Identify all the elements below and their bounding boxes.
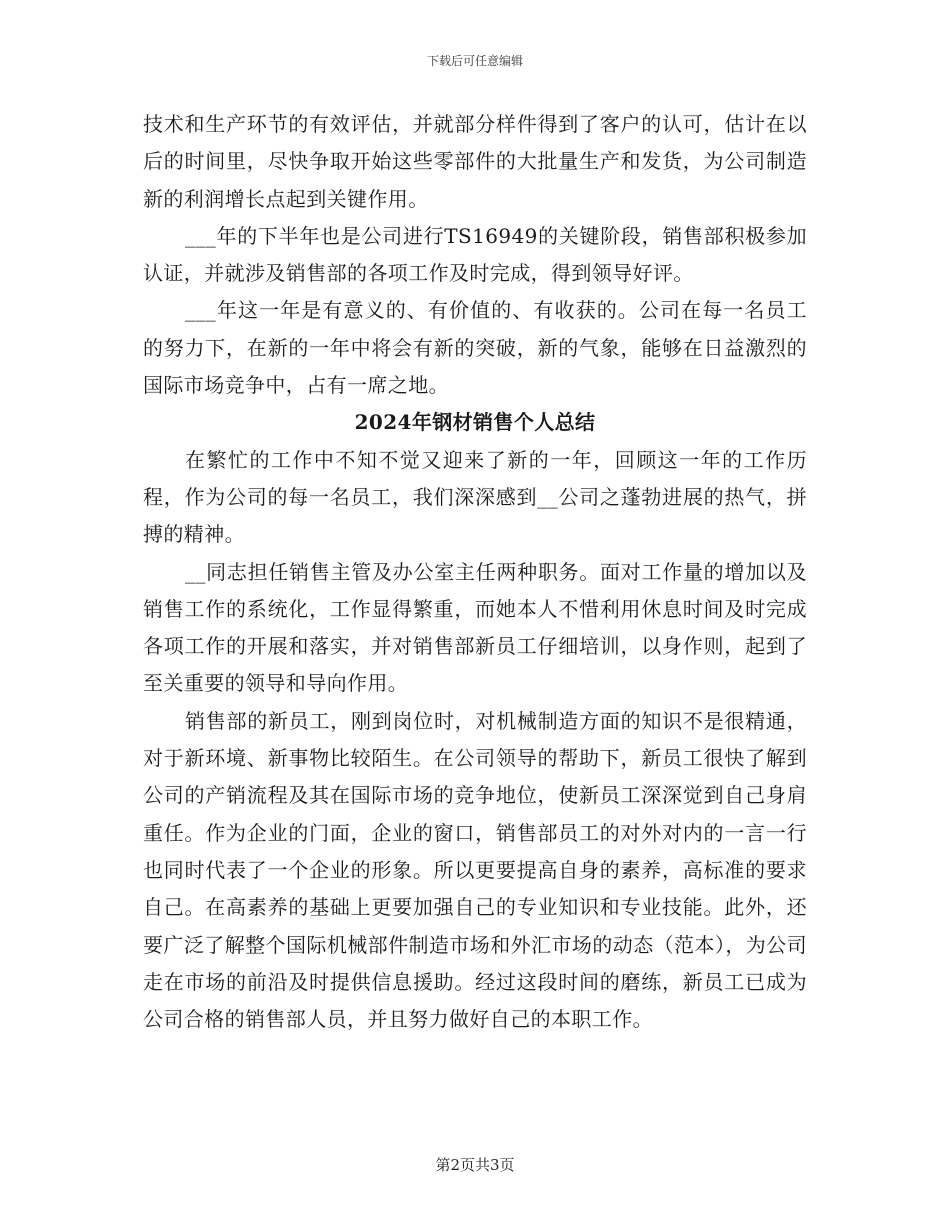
page-number-footer: 第2页共3页 <box>435 1156 515 1174</box>
page-header: 下载后可任意编辑 <box>426 54 523 68</box>
paragraph-3: ___年这一年是有意义的、有价值的、有收获的。公司在每一名员工的努力下，在新的一年中将会有新的突破，新的气象，能够在日益激烈的国际市场竞争中，占有一席之地。 <box>143 298 807 398</box>
paragraph-6: 销售部的新员工，刚到岗位时，对机械制造方面的知识不是很精通，对于新环境、新事物比较陌生。在公司领导的帮助下，新员工很快了解到公司的产销流程及其在国际市场的竞争地位，使新员工深深觉到自己身肩重任。作为企业的门面，企业的窗口，销售部员工的对外对内的一言一行也同时代表了一个企业的形象。所以更要提高自身的素养，高标准的要求自己。在高素养的基础上更要加强自己的专业知识和专业技能。此外，还要广泛了解整个国际机械部件制造市场和外汇市场的动态（范本），为公司走在市场的前沿及时提供信息援助。经过这段时间的磨练，新员工已成为公司合格的销售部人员，并且努力做好自己的本职工作。 <box>143 708 807 1032</box>
document-body <box>143 106 807 1038</box>
section-heading: 2024年钢材销售个人总结 <box>354 410 596 435</box>
paragraph-4: 在繁忙的工作中不知不觉又迎来了新的一年，回顾这一年的工作历程，作为公司的每一名员工，我们深深感到__公司之蓬勃进展的热气，拼搏的精神。 <box>143 447 807 547</box>
paragraph-1: 技术和生产环节的有效评估，并就部分样件得到了客户的认可，估计在以后的时间里，尽快争取开始这些零部件的大批量生产和发货，为公司制造新的利润增长点起到关键作用。 <box>143 112 807 211</box>
paragraph-2: ___年的下半年也是公司进行TS16949的关键阶段，销售部积极参加认证，并就涉及销售部的各项工作及时完成，得到领导好评。 <box>143 223 807 286</box>
paragraph-5: __同志担任销售主管及办公室主任两种职务。面对工作量的增加以及销售工作的系统化，工作显得繁重，而她本人不惜利用休息时间及时完成各项工作的开展和落实，并对销售部新员工仔细培训，以身作则，起到了至关重要的领导和导向作用。 <box>143 559 807 696</box>
